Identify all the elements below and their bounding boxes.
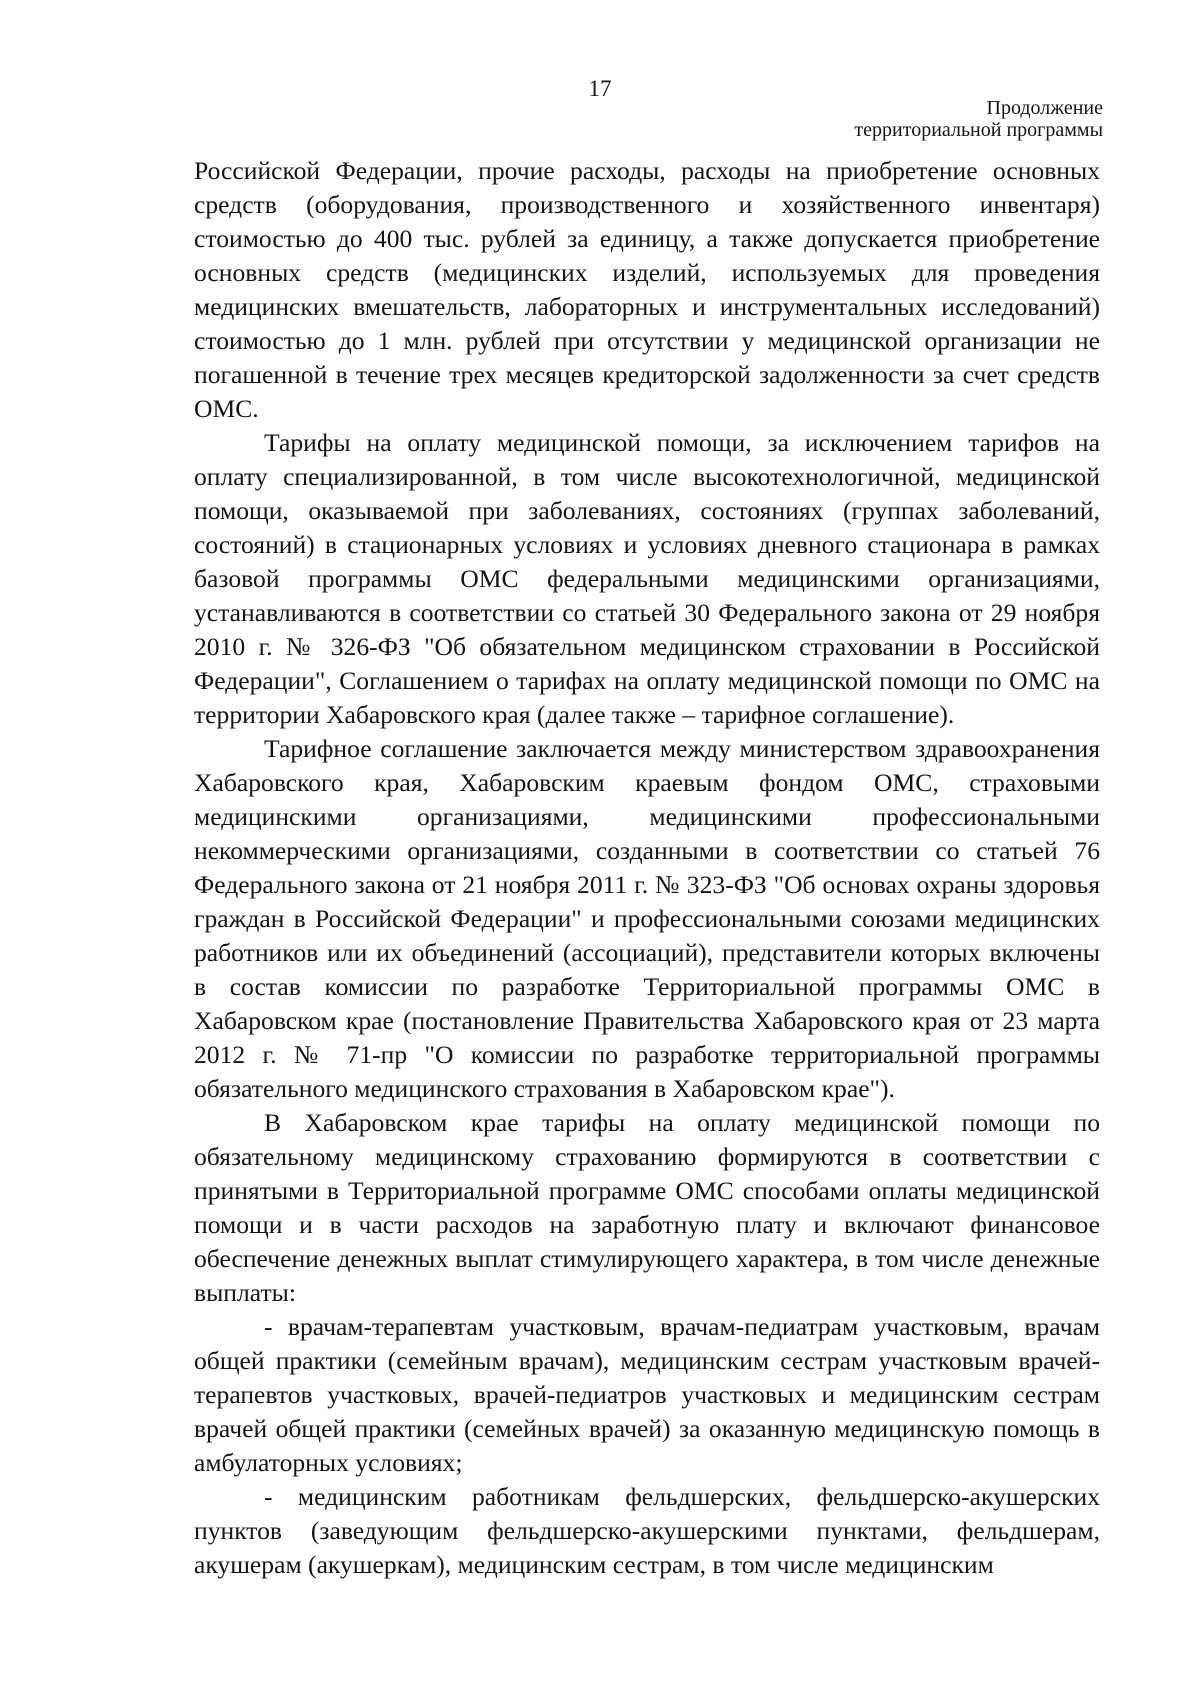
list-item-feldsher-staff: - медицинским работникам фельдшерских, фельдшерско-акушерских пунктов (заведующим фельдшерско-акушерскими пунктами, фельдшерам, акушерам (акушеркам), медицинским сестрам, в том числе медицинским [194,1482,1100,1579]
page-number: 17 [588,76,612,101]
list-item-district-doctors: - врачам-терапевтам участковым, врачам-педиатрам участковым, врачам общей практики (семейным врачам), медицинским сестрам участковым врачей-терапевтов участковых, врачей-педиатров участковых и медицинским сестрам врачей общей практики (семейных врачей) за оказанную медицинскую помощь в амбулаторных условиях; [194,1312,1100,1477]
continuation-header [854,97,1103,141]
continuation-label: Продолжение [986,97,1103,119]
paragraph-tariff-agreement: Тарифное соглашение заключается между министерством здравоохранения Хабаровского края, Хабаровским краевым фондом ОМС, страховыми медицинскими организациями, медицинскими профессиональными некоммерческими организациями, созданными в соответствии со статьей 76 Федерального закона от 21 ноября 2011 г. № 323-ФЗ "Об основах охраны здоровья граждан в Российской Федерации" и профессиональными союзами медицинских работников или их объединений (ассоциаций), представители которых включены в состав комиссии по разработке Территориальной программы ОМС в Хабаровском крае (постановление Правительства Хабаровского края от 23 марта 2012 г. № 71-пр "О комиссии по разработке территориальной программы обязательного медицинского страхования в Хабаровском крае"). [194,734,1100,1103]
document-body [194,154,1100,1582]
paragraph-khabarovsk-tariffs: В Хабаровском крае тарифы на оплату медицинской помощи по обязательному медицинскому страхованию формируются в соответствии с принятыми в Территориальной программе ОМС способами оплаты медицинской помощи и в части расходов на заработную плату и включают финансовое обеспечение денежных выплат стимулирующего характера, в том числе денежные выплаты: [194,1108,1100,1307]
paragraph-tariffs: Тарифы на оплату медицинской помощи, за исключением тарифов на оплату специализированной, в том числе высокотехнологичной, медицинской помощи, оказываемой при заболеваниях, состояниях (группах заболеваний, состояний) в стационарных условиях и условиях дневного стационара в рамках базовой программы ОМС федеральными медицинскими организациями, устанавливаются в соответствии со статьей 30 Федерального закона от 29 ноября 2010 г. № 326-ФЗ "Об обязательном медицинском страховании в Российской Федерации", Соглашением о тарифах на оплату медицинской помощи по ОМС на территории Хабаровского края (далее также – тарифное соглашение). [194,428,1100,729]
paragraph-continued: Российской Федерации, прочие расходы, расходы на приобретение основных средств (оборудования, производственного и хозяйственного инвентаря) стоимостью до 400 тыс. рублей за единицу, а также допускается приобретение основных средств (медицинских изделий, используемых для проведения медицинских вмешательств, лабораторных и инструментальных исследований) стоимостью до 1 млн. рублей при отсутствии у медицинской организации не погашенной в течение трех месяцев кредиторской задолженности за счет средств ОМС. [194,156,1100,423]
continuation-subtitle: территориальной программы [854,119,1103,141]
